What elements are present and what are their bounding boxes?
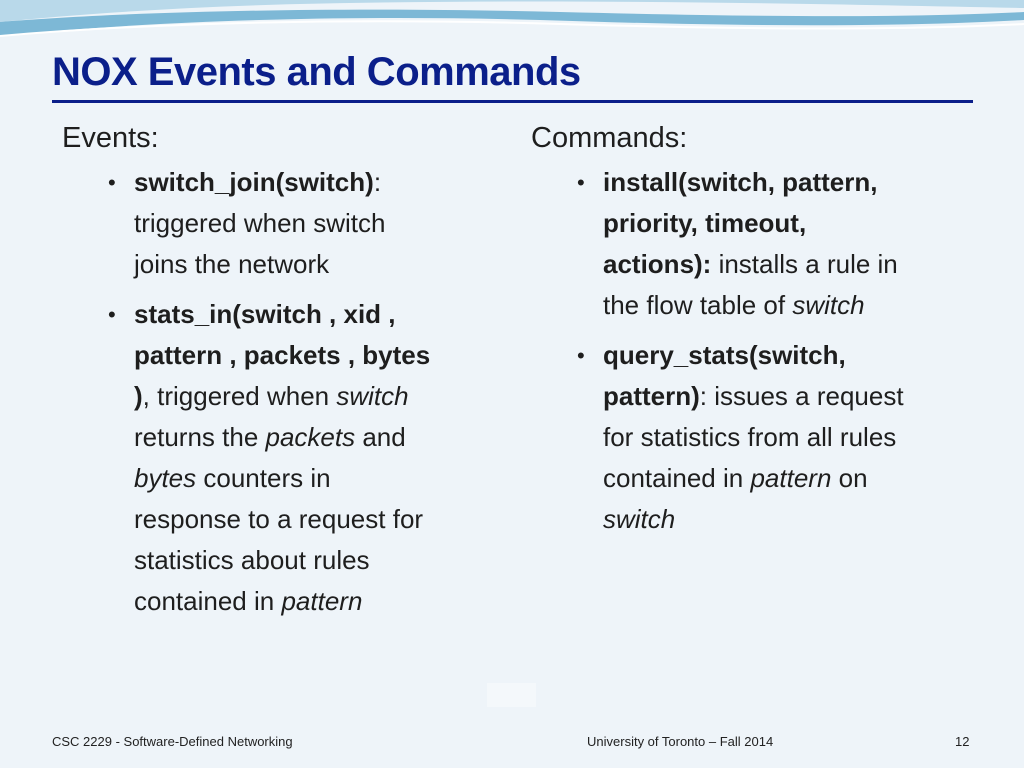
blank-placeholder-box [487, 683, 536, 707]
italic-term: pattern [281, 586, 363, 616]
event-item-stats-in [62, 294, 492, 622]
events-column [62, 116, 492, 631]
italic-term: pattern [750, 463, 832, 493]
bullet-text [134, 167, 385, 279]
event-description-part: returns the [134, 422, 259, 452]
italic-term: bytes [134, 463, 197, 493]
event-description: : triggered when switch joins the network [134, 167, 386, 279]
italic-term: switch [792, 290, 865, 320]
command-name: install(switch, pattern, priority, timeout, actions): [603, 167, 878, 279]
italic-term: switch [603, 504, 676, 534]
event-description-part: counters in response to a request for statistics about rules contained in [134, 463, 424, 616]
command-description: : issues a request for statistics from all rules contained in [603, 381, 904, 493]
bullet-text [603, 340, 904, 534]
bullet-icon: • [108, 302, 116, 327]
commands-heading: Commands: [531, 122, 688, 154]
italic-term: switch [336, 381, 409, 411]
command-name: query_stats(switch, pattern) [603, 340, 846, 411]
event-name: stats_in(switch , xid , pattern , packets , bytes ) [134, 299, 431, 411]
command-item-query-stats [531, 335, 971, 540]
bullet-text [603, 167, 898, 320]
bullet-icon: • [577, 170, 585, 195]
event-description-part: and [362, 422, 406, 452]
commands-column [531, 116, 971, 549]
page-number: 12 [955, 734, 970, 749]
command-description-part: on [838, 463, 868, 493]
header-wave-decoration [0, 0, 1024, 45]
commands-list [531, 162, 971, 540]
event-item-switch-join [62, 162, 492, 285]
event-description-part: , triggered when [142, 381, 337, 411]
bullet-icon: • [577, 343, 585, 368]
command-description: installs a rule in the flow table of [603, 249, 898, 320]
footer-university: University of Toronto – Fall 2014 [587, 734, 774, 749]
bullet-icon: • [108, 170, 116, 195]
title-underline [52, 100, 973, 103]
events-heading: Events: [62, 122, 159, 154]
bullet-text [134, 299, 430, 616]
footer-course: CSC 2229 - Software-Defined Networking [52, 734, 293, 749]
italic-term: packets [265, 422, 356, 452]
events-list [62, 162, 492, 622]
slide-title: NOX Events and Commands [52, 50, 581, 94]
command-item-install [531, 162, 971, 326]
event-name: switch_join(switch) [134, 167, 374, 197]
